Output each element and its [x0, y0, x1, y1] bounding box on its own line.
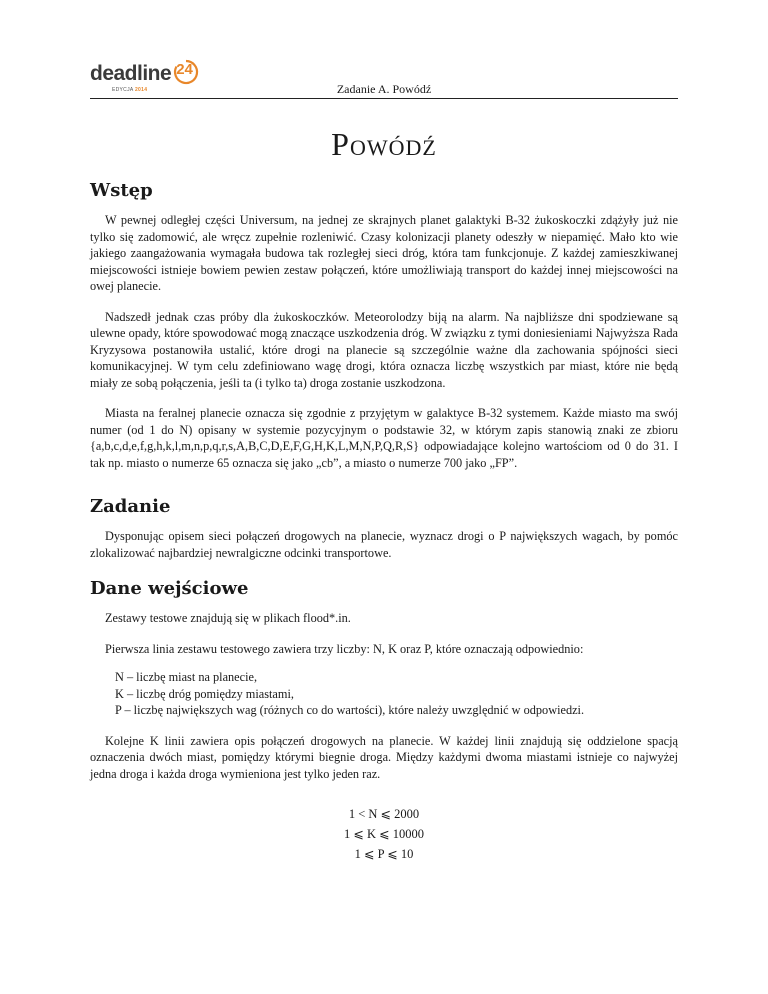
constraint-p: 1 ⩽ P ⩽ 10 — [354, 847, 414, 861]
logo-edition-label: EDYCJA — [112, 87, 134, 93]
constraints-block — [90, 804, 678, 864]
list-item: N – liczbę miast na planecie, — [115, 670, 258, 684]
section-heading-task: Zadanie — [90, 496, 171, 517]
page-title: Powódź — [331, 126, 437, 162]
intro-paragraph-2: Nadszedł jednak czas próby dla żukoskoczków. Meteorolodzy biją na alarm. Na najbliższe dni spodziewane są ulewne opady, które spowodować mogą znaczące uszkodzenia dróg. W związku z tymi doniesieniami Najwyższa Rada Kryzysowa postanowiła ustalić, które drogi na planecie są szczególnie ważne dla zachowania spójności sieci komunikacyjnej. W tym celu zdefiniowano wagę drogi, która oznacza liczbę wszystkich par miast, które nie będą miały ze sobą połączenia, jeśli ta (i tylko ta) droga zostanie uszkodzona. — [90, 309, 678, 390]
intro-paragraph-3: Miasta na feralnej planecie oznacza się zgodnie z przyjętym w galaktyce B-32 systemem. Każde miasto ma swój numer (od 1 do N) opisany w systemie pozycyjnym o podstawie 32, w którym zapis stanowią znaki ze zbioru {a,b,c,d,e,f,g,h,k,l,m,n,p,q,r,s,A,B,C,D,E,F,G,H,K,L,M,N,P,Q,R,S} odpowiadające kolejno wartościom od 0 do 31. I tak np. miasto o numerze 65 oznacza się jako „cb”, a miasto o numerze 700 jako „FP”. — [90, 406, 678, 470]
input-paragraph-1: Zestawy testowe znajdują się w plikach flood*.in. — [105, 611, 351, 625]
page-header — [90, 60, 678, 99]
task-paragraph-1: Dysponując opisem sieci połączeń drogowych na planecie, wyznacz drogi o P największych wagach, by pomóc zlokalizować najbardziej newralgiczne odcinki transportowe. — [90, 529, 678, 560]
section-intro — [90, 180, 678, 471]
logo-number: 24 — [176, 61, 193, 78]
constraint-n: 1 < N ⩽ 2000 — [348, 807, 420, 821]
logo-text: deadline — [90, 62, 172, 85]
intro-paragraph-1: W pewnej odległej części Universum, na jednej ze skrajnych planet galaktyki B-32 żukoskoczki zdążyły już nie tylko się zadomowić, ale wręcz zupełnie rozleniwić. Czasy kolonizacji planety odeszły w niepamięć. Mało kto wie jakiego zaangażowania wymagała budowa tak rozległej sieci dróg, która tam funkcjonuje. Z każdej zamieszkiwanej miejscowości istnieje bowiem pewien zestaw połączeń, które umożliwiają transport do każdej innej miejscowości na owej planecie. — [90, 213, 678, 293]
input-paragraph-2: Pierwsza linia zestawu testowego zawiera trzy liczby: N, K oraz P, które oznaczają odpowiednio: — [105, 641, 584, 656]
section-heading-input: Dane wejściowe — [90, 578, 249, 599]
list-item: P – liczbę największych wag (różnych co do wartości), które należy uwzględnić w odpowiedzi. — [115, 703, 585, 717]
section-task — [90, 496, 678, 561]
running-title: Zadanie A. Powódź — [336, 82, 432, 96]
section-heading-intro: Wstęp — [90, 180, 153, 201]
section-input — [90, 578, 678, 864]
input-paragraph-3: Kolejne K linii zawiera opis połączeń drogowych na planecie. W każdej linii znajdują się oddzielone spacją oznaczenia dwóch miast, pomiędzy którymi biegnie droga. Między każdymi dwoma miastami istnieje co najwyżej jedna droga i każda droga wymieniona jest tylko jeden raz. — [90, 733, 678, 781]
logo-edition-year: 2014 — [134, 87, 148, 93]
constraint-k: 1 ⩽ K ⩽ 10000 — [344, 827, 424, 841]
list-item: K – liczbę dróg pomiędzy miastami, — [115, 686, 294, 701]
input-variable-list — [90, 669, 678, 719]
